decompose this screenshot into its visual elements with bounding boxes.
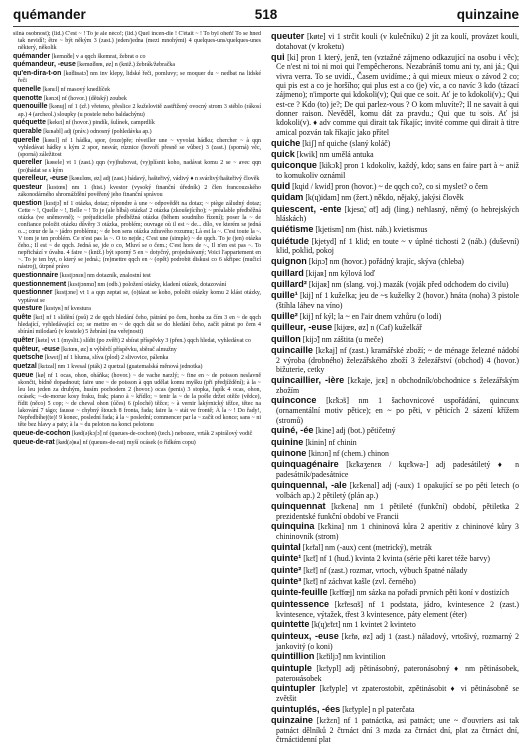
- entry-headword: queue-de-cochon: [13, 429, 71, 437]
- dictionary-entry: [13, 128, 261, 136]
- entry-definition: [kwik] nm umělá antuka: [296, 149, 374, 159]
- page-header: [13, 6, 519, 27]
- entry-headword: quêter: [13, 336, 35, 344]
- entry-definition: [kwɛtʃ] nf 1 bluma, slíva (plod) 2 slivovice, pálenka: [44, 355, 169, 362]
- entry-definition: [kɛ̃zɛn] nf 1 patnáctka, asi patnáct; une ~ d'ouvriers asi tak patnáct dělníků 2 čtrnáct dní 3 mzda za čtrnáct dní, plat za čtrnáct dní, čtrnáctidenní plat: [276, 716, 519, 745]
- entry-definition: [kijœʀ, øz] n (Caf) kuželkář: [334, 323, 422, 333]
- entry-definition: [kij] nf kýl; la ~ en l'air dnem vzhůru (o lodi): [299, 311, 442, 321]
- dictionary-entry: [271, 448, 519, 459]
- entry-definition: [kɛstjɔ̃] nf 1 otázka, dotaz; répondre à une ~ odpovědět na dotaz; ~ piège záludný dotaz; Cette ~ !, Quelle ~ !, Belle ~ ! To je (ale blbá) otázka! 2 otázka (zkoušejícího); ~ préalable předběžná otázka (ve sněmovně); ~ préjudicielle předběžná otázka (během soudního řízení); poser la ~ de confiance položit otázku důvěry 3 otázka, problém; ouvrage où il est ~ de... dílo, ve kterém se jedná o...; cœur de la ~ jádro problému; ~ de bon sens otázka zdravého rozumu; Là est la ~. C'est toute la ~. V tom je ten problém. Ce n'est pas la ~. O to nejde.; C'est une (simple) ~ de qqch. To je (jen) otázka čeho.; Il est ~ de qqch. Jedná se, jde o co, Mluví se o čem.; C'est hors de ~., Il n'en est pas ~. To nepřichází v úvahu. 4 faire ~ (kniž.) být sporný 5 en ~ dotyčný, projednávaný; Voici l'appartement en ~. To je ten byt, o který se jedná.; (re)mettre qqch en ~ (opět) podrobit diskusi co 6 skřipec (mučicí nástroj), útrpné právo: [18, 200, 261, 271]
- entry-definition: [kɛ̃tesɑ̃s] nf 1 podstata, jádro, kvintesence 2 (zast.) kvintesence, výtažek, třest 3 kvintesence, páty element (éter): [276, 599, 519, 619]
- entry-headword: quiche: [271, 137, 301, 148]
- entry-headword: querelle: [13, 136, 40, 144]
- entry-headword: quid: [271, 180, 291, 191]
- entry-headword: quereller: [13, 159, 43, 167]
- entry-headword: quick: [271, 148, 295, 159]
- dictionary-entry: [13, 184, 261, 199]
- entry-definition: [kɛ̃typl] adj pětinásobný, pateronásobný ♦ nm pětinásobek, paterонásobek: [276, 663, 519, 683]
- entry-headword: quintette: [271, 619, 310, 630]
- entry-headword: quenotte: [13, 94, 43, 102]
- entry-definition: [kɛ̃tiljɔ̃] nm kvintilion: [316, 652, 386, 662]
- dictionary-entry: [271, 31, 519, 51]
- entry-definition: [kɛt] nf 1 slídění (psů) 2 de qqch hledání čeho, pátrání po čem, honba za čím 3 en ~ de qqch hledající, vyhledávající co; se mettre en ~ de qqch dát se do hledání čeho, začít pátrat po čem 4 sbírání milodarů (v kostele) 5 žebrání (na veřejnosti): [18, 314, 261, 336]
- dictionary-entry: [271, 52, 519, 137]
- entry-headword: queue-de-rat: [13, 438, 55, 446]
- entry-definition: [kɛstjɔnɛʀ] nm dotazník, znalostní test: [59, 273, 151, 280]
- entry-definition: [kijaʀ] nm kýlová loď: [305, 268, 376, 278]
- entry-headword: quetzal: [13, 362, 37, 370]
- entry-definition: [køte] vi 1 strčit kouli (v kulečníku) 2 jít za koulí, provázet kouli, dotahovat (v kroketu): [276, 32, 519, 51]
- entry-headword: quinte²: [271, 564, 302, 575]
- entry-definition: [kete] vt 1 (myslit.) slídit (po zvěři) 2 sbírat příspěvky 3 (přen.) qqch hledat, vyhledávat co: [35, 337, 251, 344]
- dictionary-entry: [271, 631, 519, 651]
- entry-headword: quillon: [271, 333, 301, 344]
- dictionary-entry: [13, 31, 261, 52]
- dictionary-entry: [13, 86, 261, 94]
- entry-definition: [kəʀele] vt 1 (zast.) qqn (vy)hubovat, (vy)plísnit koho, nadávat komu 2 se ~ avec qqn (po)hádat se s kým: [18, 160, 261, 174]
- dictionary-entry: [271, 651, 519, 662]
- entry-definition: [kɑ̃diʀatɔ̃] nm inv klepy, lidské řeči, pomluvy; se moquer du ~ nedbat na lidské řeči: [18, 71, 261, 85]
- entry-definition: [kənuj] nf 1 (zř.) vřeteno, přeslice 2 kuželovitě zastřižený ovocný strom 3 stéblo (rákosí ap.) 4 (archeol.) sloupky (u postele nebo baldachýnu): [18, 104, 261, 118]
- entry-definition: [kiʃ] nf quiche (slaný koláč): [302, 138, 391, 148]
- entry-headword: quémandeur, -euse: [13, 61, 76, 69]
- dictionary-entry: [271, 553, 519, 564]
- entry-headword: quintessence: [271, 598, 330, 609]
- entry-headword: quinone: [271, 448, 307, 459]
- entry-definition: [kekɛt] nf (hovor.) pindík, šulínek, camprdlík: [47, 120, 155, 127]
- entry-definition: [kij] nf 1 kuželka; jeu de ~s kuželky 2 (hovor.) hnáta (noha) 3 pistole (štíhla láhev na víno): [276, 291, 519, 311]
- entry-definition: [kine] adj (bot.) pětičetný: [315, 426, 396, 436]
- dictionary-entry: [271, 345, 519, 374]
- dictionary-entry: [13, 70, 261, 85]
- dictionary-entry: [271, 256, 519, 267]
- entry-headword: quintal: [271, 542, 301, 553]
- dictionary-entry: [271, 565, 519, 576]
- entry-headword: quetsche: [13, 354, 44, 362]
- entry-headword: queue: [13, 371, 34, 379]
- entry-headword: quinquagénaire: [271, 459, 339, 470]
- entry-headword: quillard: [271, 267, 304, 278]
- dictionary-entry: [13, 159, 261, 174]
- entry-headword: querelleur, -euse: [13, 175, 68, 183]
- entry-definition: [kjetism] nm (hist. náb.) kvietismus: [315, 225, 428, 235]
- entry-headword: quille²: [271, 310, 298, 321]
- entry-definition: [kənɔt] nf (hovor.) (dětský) zoubek: [43, 95, 127, 102]
- entry-definition: [kemɑ̃de] v a qqch škemrat, žebrat o co: [51, 53, 146, 60]
- dictionary-entry: [13, 354, 261, 362]
- entry-definition: [kinin] nf chinin: [305, 437, 357, 447]
- entry-headword: questionner: [13, 289, 53, 297]
- dictionary-entry: [271, 204, 519, 224]
- entry-headword: quincaille: [271, 344, 313, 355]
- entry-definition: silná osobnost); (lid.) C'est ~ ! To je ale néco!; (lid.) Quel incen-die ! C'était ~ ! To byl oheň! To se hned tak nevidí!; être ~ být někým 3 (zast.) jeden/jedna (mezi mnohými) 4 quelques-uns/quelques-unes některý, několik: [13, 31, 261, 52]
- dictionary-entry: [271, 311, 519, 322]
- entry-definition: [kɛ̃kaʒenɛʀ / kɥɛ̃kwa-] adj padesátiletý ♦ n padesátník/padesátnice: [276, 460, 519, 480]
- dictionary-entry: [271, 236, 519, 256]
- entry-definition: [kɛ̃tal] nm (-aux) cent (metrický), metrák: [302, 543, 432, 553]
- entry-definition: [kɛ̃tfœj] nm sázka na pořadí prvních pěti koní v dostizích: [329, 588, 510, 598]
- entry-definition: [kijaʀ] nm (slang. voj.) mazák (voják před odchodem do civilu): [308, 279, 509, 289]
- dictionary-entry: [271, 375, 519, 395]
- entry-definition: [kiɲɔ̃] nm (hovor.) pořádný krajíc, skýva (chleba): [308, 257, 464, 267]
- entry-headword: querable: [13, 127, 42, 135]
- entry-headword: quenelle: [13, 85, 41, 93]
- entry-definition: [kɛʀabl] adj (práv.) odnosný (pohledávka ap.): [43, 128, 152, 135]
- dictionary-entry: [271, 599, 519, 619]
- entry-headword: quidam: [271, 192, 304, 203]
- entry-definition: [kjetyd] nf 1 klid; en toute ~ v úplné tichosti 2 (náb.) (duševní) klid, pokl̇id, pokoj: [276, 236, 519, 256]
- entry-headword: quinte-feuille: [271, 587, 328, 598]
- entry-definition: [kø] nf 1 ocas, ohon, oháňka; (hovor.) ~ de vache narzlý; ~ fine en ~ de poisson neslavně skončit, bídně dopadnout; faire une ~ de poisson à qqn udělat komu myšku (při předjíždění); à la ~ leu leu jeden za druhým, husím pochodem 2 (hovor.) ocas (penis) 3 stopka, řapík 4 ocas, ohon, ocásek; ~-de-morue kosy fraku, frak; piano à ~ křídlo; ~ tenir la ~ de la poêle držet otěže (vědce), řídit (něco) 5 cop; ~ de cheval ohon (účes) 6 (ploché) těžce; ~ à vernir lakýrnický těžce, tětec na lakování 7 tágo; fausse ~ chybný štouch 8 fronta, řada; faire la ~ stát ve frontě; À la ~ ! Do řady!, Nepředbíhej(te)! 9 konec, poslední řada; à la ~ poslední; commencer par la ~ začít od konce; sans ~ ni tête bez hlavy a paty; à la ~ du peloton na konci pelotonu: [18, 372, 261, 429]
- dictionary-entry: [13, 103, 261, 118]
- dictionary-entry: [13, 272, 261, 280]
- entry-definition: [kɛ̃kaj] nf (zast.) kramářské zboží; ~ de ménage železné nádobí 2 výroba (drobného) železářského zboží 3 železářství (obchod) 4 (hovor.) bižuterie, cetky: [276, 345, 519, 374]
- dictionary-entry: [271, 290, 519, 310]
- entry-headword: quilleur, -euse: [271, 322, 333, 333]
- dictionary-entry: [13, 314, 261, 336]
- dictionary-entry: [271, 704, 519, 715]
- dictionary-entry: [13, 175, 261, 183]
- entry-headword: quémander: [13, 52, 51, 60]
- entry-definition: [kɛ̃typle] vt zpaterostobit, zpětinásobit ♦ vi pětinásobně se zvětšit: [276, 684, 519, 704]
- dictionary-entry: [271, 181, 519, 192]
- dictionary-entry: [13, 200, 261, 272]
- left-column: [13, 31, 261, 745]
- dictionary-entry: [271, 576, 519, 587]
- entry-definition: [k(ɥ)ɛ̃tɛt] nm 1 kvintet 2 kvinteto: [311, 620, 416, 630]
- entry-definition: [kɛ̃kina] nm 1 chininová kůra 2 aperitiv z chininové kůry 3 chininovník (strom): [276, 522, 519, 542]
- dictionary-entry: [271, 619, 519, 630]
- entry-headword: quéquette: [13, 119, 46, 127]
- dictionary-entry: [271, 587, 519, 598]
- dictionary-entry: [13, 337, 261, 345]
- dictionary-entry: [271, 192, 519, 203]
- columns: [13, 31, 519, 745]
- dictionary-entry: [271, 480, 519, 500]
- entry-definition: [kijɔ̃] nm záštita (u meče): [302, 334, 384, 344]
- dictionary-entry: [271, 279, 519, 290]
- entry-headword: quinzaine: [271, 715, 313, 726]
- dictionary-entry: [13, 289, 261, 304]
- page-number: 518: [254, 7, 278, 22]
- entry-definition: [kød(ə)ʀa] nf (queues-de-rat) myší ocásek (o řídkém copu): [56, 439, 196, 446]
- entry-headword: quiétude: [271, 235, 309, 246]
- dictionary-entry: [271, 395, 519, 424]
- entry-headword: quenouille: [13, 103, 48, 111]
- entry-definition: [kɛstjɔne] vt 1 a qqn zeptat se, (o)tázat se koho, položit otázky komu 2 klást otázky, vyptávat se: [18, 290, 261, 304]
- dictionary-entry: [271, 425, 519, 436]
- entry-definition: [kɛ̃t] nf záchvat kašle (zvl. černého): [303, 577, 416, 587]
- dictionary-entry: [271, 501, 519, 521]
- dictionary-entry: [271, 683, 519, 703]
- dictionary-entry: [271, 138, 519, 149]
- entry-headword: quiétisme: [271, 224, 314, 235]
- dictionary-entry: [13, 61, 261, 69]
- dictionary-entry: [13, 137, 261, 159]
- entry-headword: quignon: [271, 256, 307, 267]
- entry-definition: [kɛ̃kɔ̃s] nm 1 šachovnicové uspořádání, quincunx (ornamentální motiv pětice); en ~ po pěti, v pěticích 2 sázení křížem (stromů): [276, 396, 519, 425]
- entry-definition: [kɛ̃kena] nm 1 pětileté (funkční) období, pětiletka 2 prezidentské funkční období ve Francii: [276, 501, 519, 521]
- entry-headword: questeur: [13, 183, 43, 191]
- entry-definition: [kɛ̃t] nf (zast.) rozmar, vrtoch, výbuch špatné nálady: [303, 565, 468, 575]
- entry-definition: [kemɑ̃dœʀ, øz] n (kniž.) žebrák/žebračka: [77, 62, 175, 69]
- entry-headword: quinte³: [271, 576, 302, 587]
- right-guideword: quinzaine: [456, 7, 519, 22]
- entry-headword: questure: [13, 305, 43, 313]
- entry-headword: quincaillier, -ière: [271, 374, 345, 385]
- entry-headword: quintillion: [271, 651, 315, 662]
- dictionary-entry: [13, 439, 261, 447]
- entry-headword: quille¹: [271, 290, 298, 301]
- entry-headword: quillard²: [271, 278, 307, 289]
- entry-headword: quinconce: [271, 395, 317, 406]
- entry-definition: [kjesɑ̃, ɑ̃t] adj (ling.) neհlasný, němý (o hebrejských hláskách): [276, 204, 519, 224]
- left-guideword: quémander: [13, 7, 86, 22]
- dictionary-entry: [271, 322, 519, 333]
- entry-headword: qui: [271, 51, 285, 62]
- entry-definition: [ki] pron 1 který, jenž, ten (vztažné zájmeno odkazující na osobu i věc); Ce n'est ni toi ni moi qui l'empêcherons. Nezabráníš tomu ani ty, ani já.; Qui vivra verra. To se uvidí., Časem uvidíme.; à qui mieux mieux o závod 2 co; qui pis est a co je horšího; qui plus est a co (je) víc, a co navíc 3 kdo (tázací zájmeno); n'importe qui kdokoli(v); Qui que ce soit. Ať je to kdokoli(v).; Qui est-ce ? Kdo (to) je?; De qui parlez-vous ? O kom mluvíte?; Il ne savait à qui donner raison. Nevěděl, komu dát za pravdu.; Qui que tu sois. Ať jsi kdokoli(v). ♦ adv comme qui dirait tak říkajíc; invité comme qui dirait à titre amical pozván tak říkajíc jako přítel: [276, 52, 519, 137]
- entry-definition: [kɛtœʀ, øz] n výběrčí příspěvku, sběrač almužny: [61, 346, 177, 353]
- entry-definition: [kənɛl] nf masový knedlíček: [42, 86, 111, 93]
- entry-definition: [kɛ̃kenal] adj (-aux) 1 opakující se po pěti letech (o volbách ap.) 2 pětiletý (plán ap.): [276, 481, 519, 500]
- entry-headword: quinquina: [271, 521, 315, 532]
- entry-headword: quête: [13, 313, 32, 321]
- entry-headword: quinte¹: [271, 553, 302, 564]
- dictionary-entry: [13, 430, 261, 438]
- dictionary-entry: [271, 437, 519, 448]
- entry-definition: [k(ɥ)idam] nm (žert.) někdo, nějaký, jakýsi člověk: [305, 193, 464, 203]
- entry-definition: [kød(ə)kɔʃɔ̃] nf (queues-de-cochon) (tech.) nebozez, vrták 2 spirálový vodič: [71, 430, 253, 437]
- entry-definition: [kɛstœʀ] nm 1 (hist.) kvestor (vysoký finanční úředník) 2 člen francouzského zákonodárného shromáždění pověřený jeho finanční správou: [18, 184, 261, 199]
- entry-headword: quinquennat: [271, 500, 326, 511]
- entry-headword: quintuplés, -ées: [271, 704, 341, 714]
- dictionary-entry: [13, 95, 261, 103]
- entry-headword: questionnaire: [13, 272, 59, 280]
- entry-headword: quinquennal, -ale: [271, 480, 347, 491]
- dictionary-entry: [13, 363, 261, 371]
- dictionary-entry: [271, 149, 519, 160]
- entry-headword: questionnement: [13, 280, 67, 288]
- entry-headword: quiescent, -ente: [271, 203, 342, 214]
- entry-definition: [kɛ̃t] nf 1 (hud.) kvinta 2 kvinta (série pěti karet téže barvy): [303, 554, 490, 564]
- entry-headword: quêteur, -euse: [13, 345, 60, 353]
- dictionary-entry: [271, 715, 519, 744]
- dictionary-entry: [271, 459, 519, 479]
- dictionary-entry: [271, 334, 519, 345]
- entry-headword: qu'en-dira-t-on: [13, 70, 62, 78]
- entry-definition: [kinɔn] nf (chem.) chinon: [308, 449, 389, 459]
- dictionary-entry: [271, 663, 519, 683]
- dictionary-entry: [271, 542, 519, 553]
- entry-definition: [kəʀɛlœʀ, øz] adj (zast.) hádavý, hašteřivý, vádivý ♦ n svárlivý/hašteřivý člověk: [69, 176, 260, 183]
- dictionary-entry: [13, 53, 261, 61]
- entry-headword: queuter: [271, 31, 305, 41]
- entry-definition: [kɥid / kwid] pron (hovor.) ~ de qqch co?, co si myslet? o čem: [292, 181, 488, 191]
- dictionary-entry: [271, 160, 519, 180]
- entry-headword: quinine: [271, 436, 304, 447]
- dictionary-entry: [13, 305, 261, 313]
- right-column: [271, 31, 519, 745]
- entry-definition: [kikɔ̃k] pron 1 kdokoliv, každý, kdo; sans en faire part à ~ aniž to komukoliv oznámil: [276, 161, 519, 181]
- entry-headword: quinteux, -euse: [271, 630, 339, 641]
- entry-definition: [kɛtzal] nm 1 kvesal (pták) 2 quetzal (guatemalská měnová jednotka): [38, 363, 203, 370]
- dictionary-entry: [271, 224, 519, 235]
- entry-definition: [kɛ̃tø, øz] adj 1 (zast.) náladový, vrtošivý, rozmarný 2 jankovitý (o koni): [276, 631, 519, 651]
- entry-headword: question: [13, 199, 42, 207]
- entry-headword: quintupler: [271, 683, 316, 694]
- entry-headword: quiné, -ée: [271, 425, 314, 436]
- entry-definition: [kəʀɛl] nf 1 hádka, spor, (roze)pře; réveiller une ~ vyvolat hádku; chercher ~ à qqn vyhledávat hádky s kým 2 spor, nesvár, různice (hovoří přesně se vůbec) 3 (zast.) (sporná) věc, (sporná) záležitost: [18, 137, 261, 158]
- entry-definition: [kɛ̃kaje, jɛʀ] n obchodník/obchodnice s železářským zbožím: [276, 375, 519, 395]
- entry-definition: [kɛstjɔnmɑ̃] nm (odb.) položení otázky, kladení otázek, dotazování: [67, 281, 227, 288]
- dictionary-entry: [13, 346, 261, 354]
- dictionary-entry: [271, 521, 519, 541]
- dictionary-entry: [271, 268, 519, 279]
- dictionary-entry: [13, 372, 261, 430]
- entry-headword: quiconque: [271, 160, 317, 171]
- dictionary-entry: [13, 119, 261, 127]
- entry-headword: quintuple: [271, 662, 312, 673]
- dictionary-entry: [13, 281, 261, 289]
- entry-definition: [kɛ̃typle] n pl paterčata: [342, 705, 415, 714]
- entry-definition: [kɛstyʀ] nf kvestura: [43, 306, 91, 313]
